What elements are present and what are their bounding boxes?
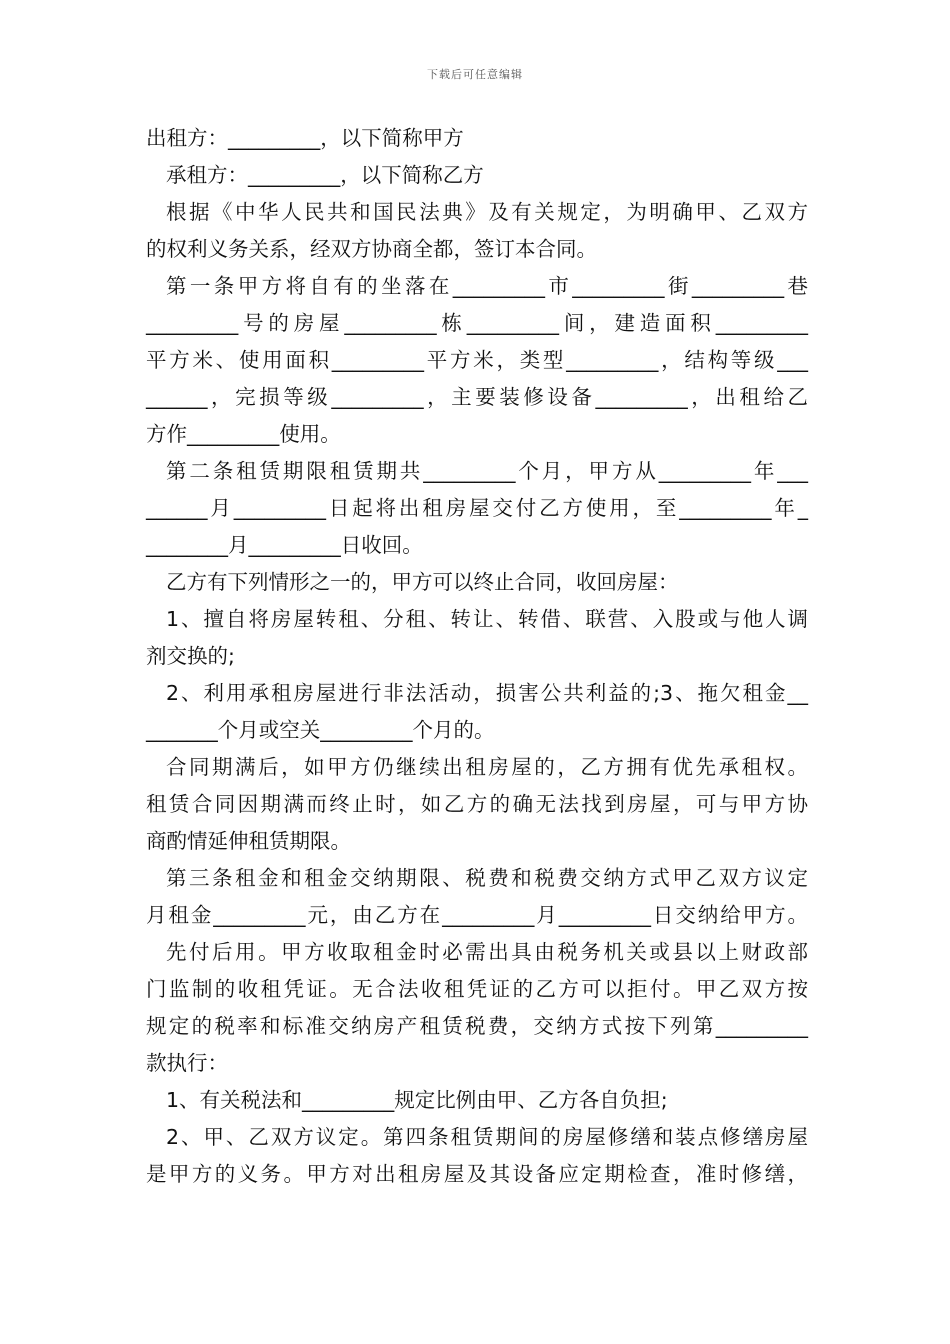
text-line: 1、有关税法和_________规定比例由甲、乙方各自负担; xyxy=(166,1088,668,1112)
page-header-note: 下载后可任意编辑 xyxy=(427,68,523,81)
text-line: 是甲方的义务。甲方对出租房屋及其设备应定期检查，准时修缮， xyxy=(146,1162,808,1186)
text-line: 方作_________使用。 xyxy=(146,422,341,446)
text-line: 门监制的收租凭证。无合法收租凭证的乙方可以拒付。甲乙双方按 xyxy=(146,977,808,1001)
text-line: _________号的房屋_________栋_________间，建造面积_________ xyxy=(146,311,808,335)
text-line: 第三条租金和租金交纳期限、税费和税费交纳方式甲乙双方议定 xyxy=(166,866,808,890)
text-line: 第一条甲方将自有的坐落在_________市_________街_________巷 xyxy=(166,274,808,298)
text-line: ______，完损等级_________，主要装修设备_________，出租给乙 xyxy=(146,385,808,409)
text-line: 1、擅自将房屋转租、分租、转让、转借、联营、入股或与他人调 xyxy=(166,607,808,631)
text-line: 商酌情延伸租赁期限。 xyxy=(146,829,351,853)
text-line: 款执行： xyxy=(146,1051,228,1075)
text-line: 平方米、使用面积_________平方米，类型_________，结构等级___ xyxy=(146,348,808,372)
text-line: 根据《中华人民共和国民法典》及有关规定，为明确甲、乙双方 xyxy=(166,200,808,224)
text-line: 第二条租赁期限租赁期共_________个月，甲方从_________年___ xyxy=(166,459,808,483)
text-line: 剂交换的; xyxy=(146,644,235,668)
text-line: 2、利用承租房屋进行非法活动，损害公共利益的;3、拖欠租金__ xyxy=(166,681,808,705)
text-line: 合同期满后，如甲方仍继续出租房屋的，乙方拥有优先承租权。 xyxy=(166,755,808,779)
text-line-lessor: 出租方：_________，以下简称甲方 xyxy=(146,126,464,150)
text-line-lessee: 承租方：_________，以下简称乙方 xyxy=(166,163,484,187)
text-line: 先付后用。甲方收取租金时必需出具由税务机关或县以上财政部 xyxy=(166,940,808,964)
text-line: ______月_________日起将出租房屋交付乙方使用，至_________年_ xyxy=(146,496,808,520)
text-line: 乙方有下列情形之一的，甲方可以终止合同，收回房屋： xyxy=(166,570,679,594)
text-line: 的权利义务关系，经双方协商全都，签订本合同。 xyxy=(146,237,597,261)
contract-body xyxy=(146,120,808,1193)
text-line: 2、甲、乙双方议定。第四条租赁期间的房屋修缮和装点修缮房屋 xyxy=(166,1125,808,1149)
text-line: 规定的税率和标准交纳房产租赁税费，交纳方式按下列第_________ xyxy=(146,1014,808,1038)
text-line: 月租金_________元，由乙方在_________月_________日交纳给甲方。 xyxy=(146,903,808,927)
text-line: 租赁合同因期满而终止时，如乙方的确无法找到房屋，可与甲方协 xyxy=(146,792,808,816)
text-line: _______个月或空关_________个月的。 xyxy=(146,718,495,742)
text-line: ________月_________日收回。 xyxy=(146,533,423,557)
